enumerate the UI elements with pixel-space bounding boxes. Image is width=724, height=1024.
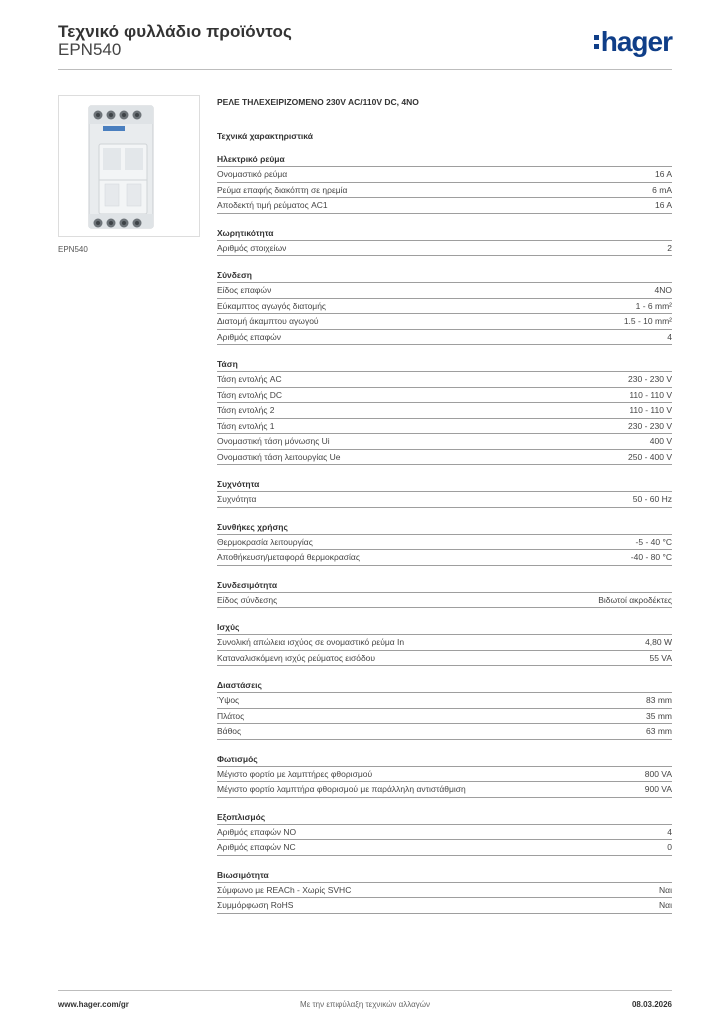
document-title: Τεχνικό φυλλάδιο προϊόντος xyxy=(58,22,292,41)
spec-label: Συνολική απώλεια ισχύος σε ονομαστικό ρεύμα In xyxy=(217,637,405,647)
spec-row xyxy=(217,492,672,508)
spec-value: 1 - 6 mm² xyxy=(635,300,672,311)
spec-label: Ρεύμα επαφής διακόπτη σε ηρεμία xyxy=(217,184,348,195)
page-footer xyxy=(58,990,672,1014)
spec-value: 4NO xyxy=(654,285,672,295)
spec-value: 2 xyxy=(667,242,672,253)
spec-row xyxy=(217,299,672,315)
spec-label: Μέγιστο φορτίο λαμπτήρα φθορισμού με παράλληλη αντιστάθμιση xyxy=(217,784,466,794)
spec-section xyxy=(217,810,672,856)
spec-value: 400 V xyxy=(649,436,672,446)
spec-row xyxy=(217,825,672,841)
spec-value: 16 A xyxy=(654,200,672,210)
spec-label: Ονομαστικό ρεύμα xyxy=(217,169,288,179)
spec-label: Ύψος xyxy=(217,695,240,705)
section-title: Χωρητικότητα xyxy=(217,226,672,241)
spec-label: Αριθμός επαφών xyxy=(217,331,282,342)
spec-value: 4 xyxy=(667,826,672,837)
spec-row xyxy=(217,283,672,299)
spec-label: Αποθήκευση/μεταφορά θερμοκρασίας xyxy=(217,552,360,562)
spec-value: -40 - 80 °C xyxy=(630,552,672,562)
spec-row xyxy=(217,450,672,466)
spec-row xyxy=(217,651,672,667)
section-title: Φωτισμός xyxy=(217,752,672,767)
spec-row xyxy=(217,434,672,450)
spec-section xyxy=(217,477,672,508)
footer-url[interactable]: www.hager.com/gr xyxy=(58,1000,129,1009)
spec-value: 16 A xyxy=(654,169,672,179)
spec-label: Τάση εντολής DC xyxy=(217,389,283,400)
product-image xyxy=(58,95,200,237)
spec-row xyxy=(217,709,672,725)
spec-label: Συχνότητα xyxy=(217,494,257,504)
spec-row xyxy=(217,767,672,783)
spec-label: Αποδεκτή τιμή ρεύματος AC1 xyxy=(217,200,328,210)
image-caption: EPN540 xyxy=(58,245,88,254)
spec-label: Μέγιστο φορτίο με λαμπτήρες φθορισμού xyxy=(217,768,373,779)
spec-label: Ονομαστική τάση μόνωσης Ui xyxy=(217,436,330,446)
specs-heading: Τεχνικά χαρακτηριστικά xyxy=(217,131,313,141)
spec-value: 4,80 W xyxy=(645,637,672,647)
spec-value: Βιδωτοί ακροδέκτες xyxy=(598,594,672,605)
spec-row xyxy=(217,724,672,740)
spec-section xyxy=(217,752,672,798)
spec-value: Ναι xyxy=(659,900,672,910)
section-title: Εξοπλισμός xyxy=(217,810,672,825)
section-title: Συχνότητα xyxy=(217,477,672,492)
spec-label: Είδος επαφών xyxy=(217,285,272,295)
spec-row xyxy=(217,535,672,551)
spec-row xyxy=(217,593,672,609)
section-title: Συνθήκες χρήσης xyxy=(217,520,672,535)
product-description: ΡΕΛΕ ΤΗΛΕΧΕΙΡΙΖΟΜΕΝΟ 230V AC/110V DC, 4NO xyxy=(217,97,419,107)
spec-section xyxy=(217,868,672,914)
spec-sections xyxy=(217,152,672,914)
spec-label: Τάση εντολής AC xyxy=(217,374,282,384)
product-code: EPN540 xyxy=(58,40,122,59)
footer-date: 08.03.2026 xyxy=(631,1000,672,1009)
spec-label: Αριθμός επαφών NO xyxy=(217,826,297,837)
spec-value: 63 mm xyxy=(646,726,672,736)
spec-value: 4 xyxy=(667,331,672,342)
spec-value: 230 - 230 V xyxy=(628,420,672,431)
spec-value: 900 VA xyxy=(644,784,672,794)
spec-label: Καταναλισκόμενη ισχύς ρεύματος εισόδου xyxy=(217,652,376,663)
spec-section xyxy=(217,520,672,566)
spec-section xyxy=(217,226,672,257)
spec-section xyxy=(217,578,672,609)
page-header xyxy=(58,20,672,70)
spec-value: 230 - 230 V xyxy=(628,374,672,384)
spec-row xyxy=(217,782,672,798)
relay-device-image xyxy=(59,96,199,236)
logo-text: hager xyxy=(600,26,672,57)
spec-section xyxy=(217,268,672,345)
spec-row xyxy=(217,241,672,257)
spec-label: Βάθος xyxy=(217,726,242,736)
spec-value: 0 xyxy=(667,842,672,852)
spec-value: 50 - 60 Hz xyxy=(632,494,672,504)
spec-section xyxy=(217,357,672,465)
spec-value: -5 - 40 °C xyxy=(635,536,672,547)
spec-row xyxy=(217,550,672,566)
section-title: Διαστάσεις xyxy=(217,678,672,693)
spec-label: Τάση εντολής 2 xyxy=(217,405,275,415)
spec-value: 6 mA xyxy=(652,184,672,195)
footer-notice: Με την επιφύλαξη τεχνικών αλλαγών xyxy=(300,1000,430,1009)
spec-row xyxy=(217,183,672,199)
spec-label: Ονομαστική τάση λειτουργίας Ue xyxy=(217,451,341,462)
spec-value: 110 - 110 V xyxy=(629,405,672,415)
spec-row xyxy=(217,314,672,330)
section-title: Σύνδεση xyxy=(217,268,672,283)
spec-row xyxy=(217,372,672,388)
spec-row xyxy=(217,898,672,914)
spec-row xyxy=(217,388,672,404)
spec-value: 110 - 110 V xyxy=(629,389,672,400)
spec-panel xyxy=(217,96,672,926)
spec-row xyxy=(217,330,672,346)
spec-label: Είδος σύνδεσης xyxy=(217,594,278,605)
spec-label: Διατομή άκαμπτου αγωγού xyxy=(217,316,319,326)
logo-dots-icon xyxy=(594,35,599,49)
section-title: Ισχύς xyxy=(217,620,672,635)
spec-value: 250 - 400 V xyxy=(628,451,672,462)
spec-row xyxy=(217,198,672,214)
spec-row xyxy=(217,883,672,899)
section-title: Βιωσιμότητα xyxy=(217,868,672,883)
section-title: Συνδεσιμότητα xyxy=(217,578,672,593)
spec-label: Εύκαμπτος αγωγός διατομής xyxy=(217,300,327,311)
spec-label: Τάση εντολής 1 xyxy=(217,420,275,431)
spec-value: 83 mm xyxy=(646,695,672,705)
spec-label: Σύμφωνο με REACh - Χωρίς SVHC xyxy=(217,884,352,895)
spec-label: Αριθμός στοιχείων xyxy=(217,242,287,253)
section-title: Τάση xyxy=(217,357,672,372)
spec-row xyxy=(217,403,672,419)
section-title: Ηλεκτρικό ρεύμα xyxy=(217,152,672,167)
spec-label: Θερμοκρασία λειτουργίας xyxy=(217,536,313,547)
spec-value: 1.5 - 10 mm² xyxy=(623,316,672,326)
spec-label: Συμμόρφωση RoHS xyxy=(217,900,294,910)
spec-value: 35 mm xyxy=(646,710,672,721)
spec-label: Πλάτος xyxy=(217,710,245,721)
spec-row xyxy=(217,840,672,856)
spec-section xyxy=(217,152,672,214)
spec-row xyxy=(217,693,672,709)
hager-logo xyxy=(594,28,672,56)
spec-value: 55 VA xyxy=(649,652,672,663)
spec-section xyxy=(217,620,672,666)
spec-row xyxy=(217,167,672,183)
spec-label: Αριθμός επαφών NC xyxy=(217,842,296,852)
spec-section xyxy=(217,678,672,740)
spec-row xyxy=(217,419,672,435)
spec-value: 800 VA xyxy=(644,768,672,779)
spec-row xyxy=(217,635,672,651)
spec-value: Ναι xyxy=(659,884,672,895)
